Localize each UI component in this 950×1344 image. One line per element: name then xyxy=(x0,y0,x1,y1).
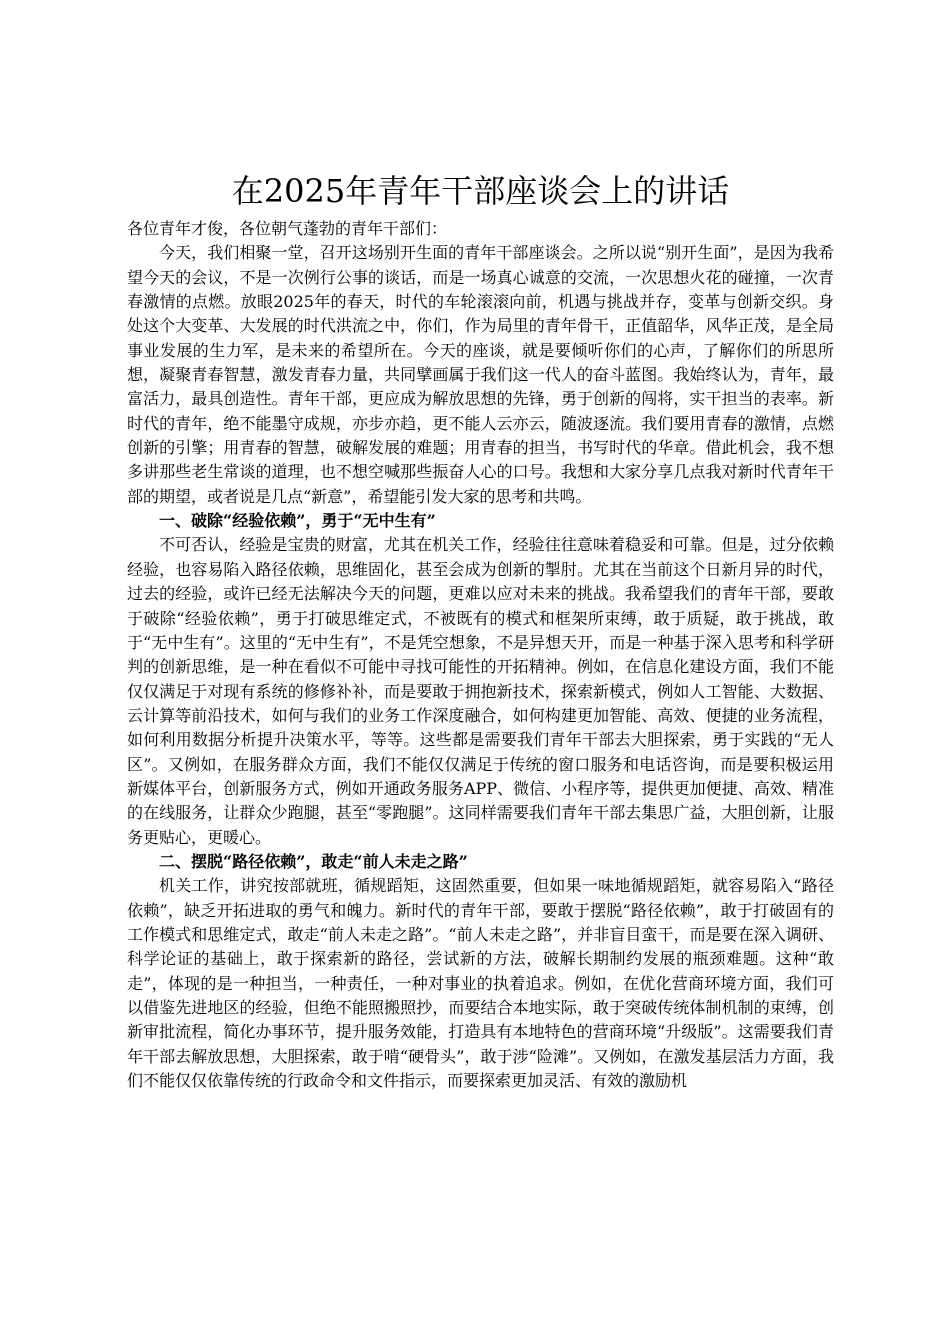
document-page xyxy=(127,165,834,1093)
section-2-heading: 二、摆脱“路径依赖”，敢走“前人未走之路” xyxy=(159,851,468,871)
section-1-heading: 一、破除“经验依赖”，勇于“无中生有” xyxy=(159,511,436,531)
section-2-paragraph: 机关工作，讲究按部就班，循规蹈矩，这固然重要，但如果一味地循规蹈矩，就容易陷入“路径依赖”，缺乏开拓进取的勇气和魄力。新时代的青年干部，要敢于摆脱“路径依赖”，敢于打破固有的工作模式和思维定式，敢走“前人未走之路”。“前人未走之路”，并非盲目蛮干，而是要在深入调研、科学论证的基础上，敢于探索新的路径，尝试新的方法，破解长期制约发展的瓶颈难题。这种“敢走”，体现的是一种担当，一种责任，一种对事业的执着追求。例如，在优化营商环境方面，我们可以借鉴先进地区的经验，但绝不能照搬照抄，而要结合本地实际，敢于突破传统体制机制的束缚，创新审批流程，简化办事环节，提升服务效能，打造具有本地特色的营商环境“升级版”。这需要我们青年干部去解放思想，大胆探索，敢于啃“硬骨头”，敢于涉“险滩”。又例如，在激发基层活力方面，我们不能仅仅依靠传统的行政命令和文件指示，而要探索更加灵活、有效的激励机 xyxy=(127,876,834,1091)
intro-paragraph: 今天，我们相聚一堂，召开这场别开生面的青年干部座谈会。之所以说“别开生面”，是因为我希望今天的会议，不是一次例行公事的谈话，而是一场真心诚意的交流，一次思想火花的碰撞，一次青春激情的点燃。放眼2025年的春天，时代的车轮滚滚向前，机遇与挑战并存，变革与创新交织。身处这个大变革、大发展的时代洪流之中，你们，作为局里的青年骨干，正值韶华，风华正茂，是全局事业发展的生力军，是未来的希望所在。今天的座谈，就是要倾听你们的心声，了解你们的所思所想，凝聚青春智慧，激发青春力量，共同擘画属于我们这一代人的奋斗蓝图。我始终认为，青年，最富活力，最具创造性。青年干部，更应成为解放思想的先锋，勇于创新的闯将，实干担当的表率。新时代的青年，绝不能墨守成规，亦步亦趋，更不能人云亦云，随波逐流。我们要用青春的激情，点燃创新的引擎；用青春的智慧，破解发展的难题；用青春的担当，书写时代的华章。借此机会，我不想多讲那些老生常谈的道理，也不想空喊那些振奋人心的口号。我想和大家分享几点我对新时代青年干部的期望，或者说是几点“新意”，希望能引发大家的思考和共鸣。 xyxy=(127,243,834,506)
document-title: 在2025年青年干部座谈会上的讲话 xyxy=(231,172,730,210)
section-1-paragraph: 不可否认，经验是宝贵的财富，尤其在机关工作，经验往往意味着稳妥和可靠。但是，过分依赖经验，也容易陷入路径依赖，思维固化，甚至会成为创新的掣肘。尤其在当前这个日新月异的时代，过去的经验，或许已经无法解决今天的问题，更难以应对未来的挑战。我希望我们的青年干部，要敢于破除“经验依赖”，勇于打破思维定式，不被既有的模式和框架所束缚，敢于质疑，敢于挑战，敢于“无中生有”。这里的“无中生有”，不是凭空想象，不是异想天开，而是一种基于深入思考和科学研判的创新思维，是一种在看似不可能中寻找可能性的开拓精神。例如，在信息化建设方面，我们不能仅仅满足于对现有系统的修修补补，而是要敢于拥抱新技术，探索新模式，例如人工智能、大数据、云计算等前沿技术，如何与我们的业务工作深度融合，如何构建更加智能、高效、便捷的业务流程，如何利用数据分析提升决策水平，等等。这些都是需要我们青年干部去大胆探索，勇于实践的“无人区”。又例如，在服务群众方面，我们不能仅仅满足于传统的窗口服务和电话咨询，而是要积极运用新媒体平台，创新服务方式，例如开通政务服务APP、微信、小程序等，提供更加便捷、高效、精准的在线服务，让群众少跑腿，甚至“零跑腿”。这同样需要我们青年干部去集思广益，大胆创新，让服务更贴心，更暖心。 xyxy=(127,535,834,847)
salutation: 各位青年才俊，各位朝气蓬勃的青年干部们： xyxy=(127,219,448,238)
